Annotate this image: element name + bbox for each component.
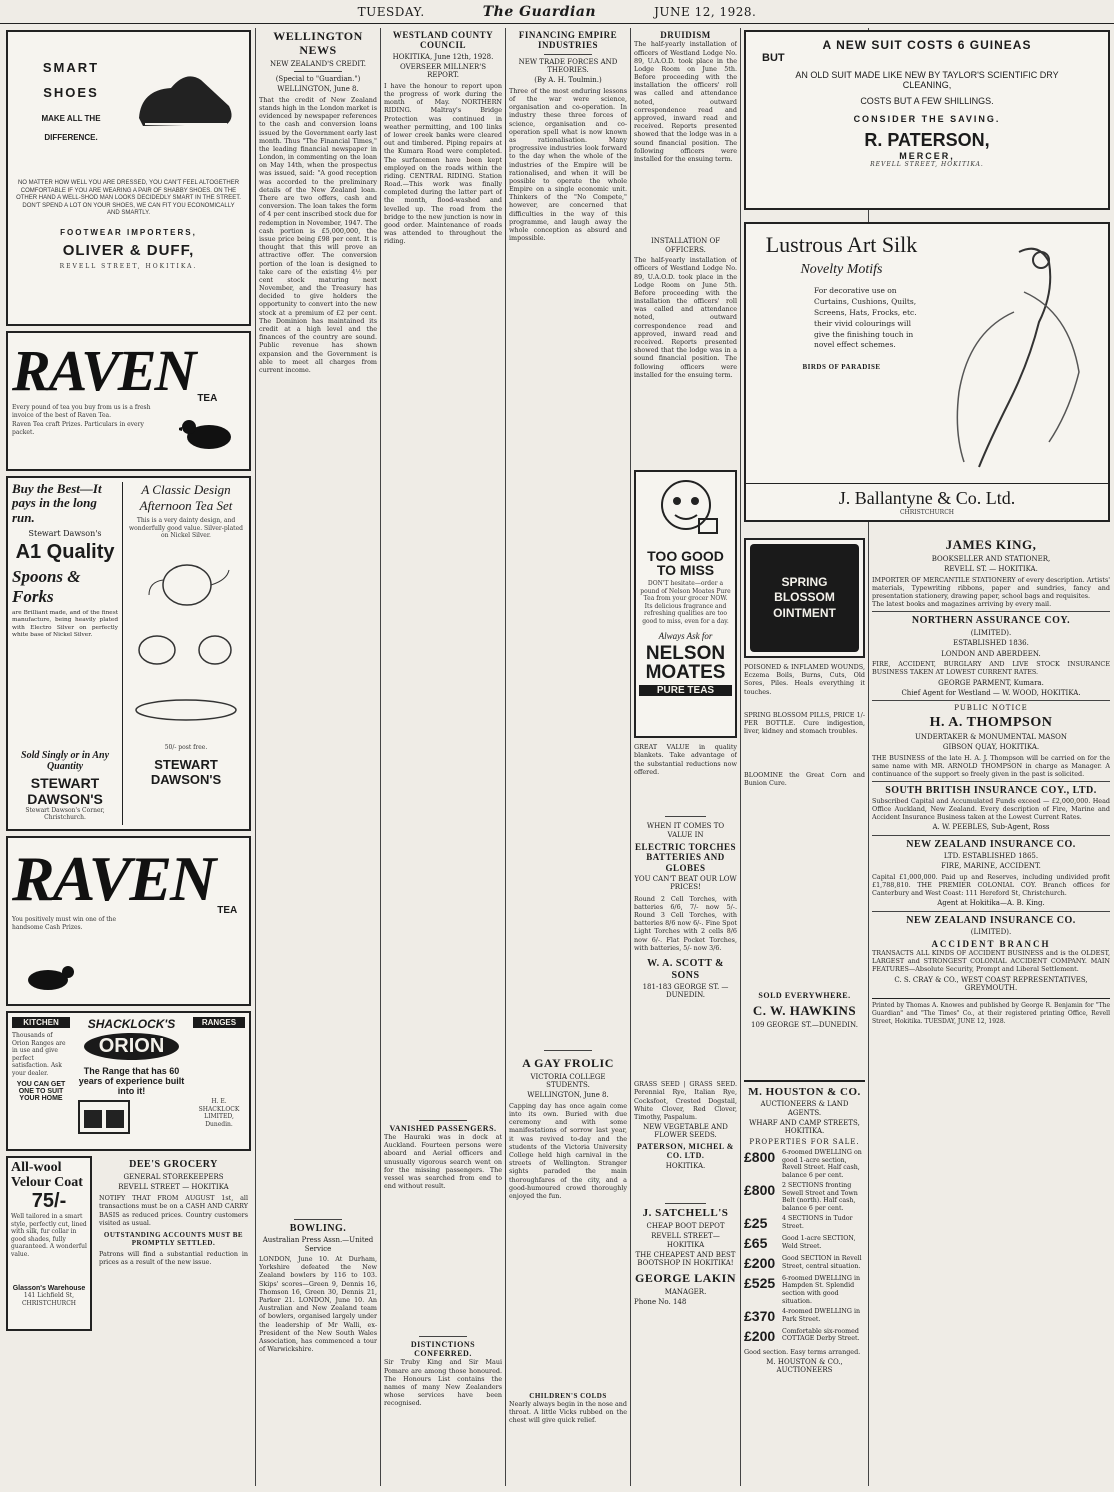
property-price: £525 — [744, 1274, 776, 1291]
ad-location: HOKITIKA. — [665, 1162, 706, 1171]
ad-headline: DIFFERENCE. — [44, 133, 98, 142]
article-byline: (By A. H. Toulmin.) — [534, 76, 602, 85]
ad-headline: PUBLIC NOTICE — [954, 704, 1028, 713]
article-subhead: NEW TRADE FORCES AND THEORIES. — [518, 57, 618, 75]
ad-agent: GEORGE PARMENT, Kumara. — [938, 678, 1044, 687]
article-headline: VANISHED PASSENGERS. — [389, 1123, 497, 1133]
ad-body: NOTIFY THAT FROM AUGUST 1st, all transactions must be on a CASH AND CARRY BASIS as reduced prices. Country customers visited as usual. — [99, 1194, 248, 1227]
ad-latest: The latest books and magazines arriving by every mail. — [872, 600, 1052, 609]
nz-insurance-ad — [872, 839, 1110, 908]
article-headline: BOWLING. — [289, 1222, 347, 1234]
ad-agent: Agent at Hokitika—A. B. King. — [937, 899, 1045, 908]
property-price: £370 — [744, 1308, 776, 1325]
ad-headline: JAMES KING, — [945, 538, 1037, 552]
ad-trade: UNDERTAKER & MONUMENTAL MASON — [915, 732, 1067, 741]
column-rule — [255, 28, 256, 1486]
ad-headline: MAKE ALL THE — [41, 114, 101, 123]
range-stove-icon — [74, 1096, 134, 1136]
article-body: The Hauraki was in dock at Auckland. Fourteen persons were aboard and Aerial officers and unusually vigorous search went on for the missing passengers. The vessel was searched from end to end without result. — [384, 1133, 502, 1191]
column-rule — [505, 28, 506, 1486]
ad-body: Every pound of tea you buy from us is a fresh invoice of the best of Raven Tea. — [12, 404, 151, 419]
ad-body: THE CHEAPEST AND BEST BOOTSHOP IN HOKITIKA! — [635, 1250, 736, 1268]
satchell-ad — [634, 1207, 737, 1306]
ad-firm: H. E. SHACKLOCK LIMITED, Dunedin. — [198, 1098, 240, 1128]
ad-always: Always Ask for — [658, 631, 713, 642]
south-british-ad — [872, 785, 1110, 831]
article-headline: DISTINCTIONS CONFERRED. — [410, 1340, 476, 1359]
ad-spoons: Spoons & Forks — [12, 566, 81, 606]
ad-headline: M. HOUSTON & CO. — [748, 1085, 861, 1098]
property-desc: Good 1-acre SECTION, Weld Street. — [782, 1235, 856, 1250]
ad-sub: GENERAL STOREKEEPERS — [123, 1172, 224, 1181]
property-desc: Comfortable six-roomed COTTAGE Derby Street. — [782, 1327, 860, 1343]
westland-council-column — [384, 30, 502, 1485]
raven-brand: RAVEN — [12, 843, 215, 914]
ad-firm: OLIVER & DUFF, — [62, 241, 195, 259]
ad-sub: YOU CAN'T BEAT OUR LOW PRICES! — [634, 874, 737, 892]
property-desc: 4-roomed DWELLING in Park Street. — [782, 1308, 861, 1323]
bottom-left-ads — [6, 1156, 251, 1336]
ad-quality: A1 Quality — [15, 540, 115, 563]
property-item — [744, 1308, 865, 1325]
raven-tea-ad — [6, 331, 251, 471]
ad-headline: TOO GOOD TO MISS — [647, 548, 724, 579]
ad-body: Subscribed Capital and Accumulated Funds exceed — £2,000,000. Head Office Auckland, New Zealand. Every description of Fire, Marine and Accident Insurance Business taken at the Lowest Current Rates. — [872, 796, 1110, 821]
velour-coat-ad — [6, 1156, 92, 1331]
ad-body: TRANSACTS ALL KINDS OF ACCIDENT BUSINESS and is the OLDEST, LARGEST and STRONGEST COLONIAL ACCIDENT COMPANY. MAIN FEATURES—Absolute Security, Prompt and Liberal Settlement. — [872, 949, 1110, 974]
article-headline: FINANCING EMPIRE INDUSTRIES — [518, 30, 618, 51]
ad-body: POISONED & INFLAMED WOUNDS, Eczema Boils, Burns, Cuts, Old Sores, Piles. Heals everything it touches. — [744, 663, 865, 696]
ad-street: REVELL STREET, HOKITIKA. — [59, 262, 198, 270]
ad-body: AN OLD SUIT MADE LIKE NEW BY TAYLOR'S SCIENTIFIC DRY CLEANING, — [795, 70, 1059, 90]
ad-body: GRASS SEED | GRASS SEED. Perennial Rye, Italian Rye, Cocksfoot, Crested Dogstail, White Clover, Red Clover, Timothy, Paspalum. — [634, 1080, 737, 1121]
ad-address: 181-183 GEORGE ST. — DUNEDIN. — [642, 983, 729, 1000]
ad-sub: NEW VEGETABLE AND FLOWER SEEDS. — [643, 1123, 728, 1140]
ad-price: 75/- — [31, 1190, 67, 1213]
ad-address: 109 GEORGE ST.—DUNEDIN. — [751, 1021, 858, 1030]
grass-seed-ad — [634, 1080, 737, 1200]
kitchen-label: KITCHEN — [12, 1017, 70, 1028]
ad-headline: ELECTRIC TORCHES BATTERIES AND GLOBES — [635, 841, 736, 873]
ad-name: H. A. THOMPSON — [929, 714, 1053, 730]
ad-bloomine: BLOOMINE the Great Corn and Bunion Cure. — [744, 771, 865, 788]
tea-set-image — [127, 540, 245, 740]
ad-headline: J. SATCHELL'S — [642, 1207, 729, 1220]
ad-costs: COSTS BUT A FEW SHILLINGS. — [860, 96, 994, 106]
ad-headline: All-wool Velour Coat — [11, 1160, 83, 1190]
property-item — [744, 1255, 865, 1272]
druidism-column — [634, 30, 737, 1485]
ad-but: BUT — [762, 52, 785, 64]
smart-shoes-ad — [6, 30, 251, 326]
article-body: Three of the most enduring lessons of the war were science, organisation and co-operation. In industry these three forces of science, organisation and co-operation spell what is now known as rationalisation. Many progressive industries look forward to the day when the whole of the industries of the Empire will be rationalised, and when it will be possible to operate the whole Empire on a single economic unit. Thinkers of the "No Compete," however, are concerned that difficulties in the way of this programme, and laugh away the whole conception as absurd and impossible. — [509, 86, 627, 243]
thompson-notice — [872, 704, 1110, 778]
ad-street: REVELL STREET—HOKITIKA — [651, 1232, 720, 1249]
article-headline: A GAY FROLIC — [522, 1055, 614, 1070]
ad-firm: Glasson's Warehouse — [12, 1285, 86, 1293]
ad-headline: A Classic Design Afternoon Tea Set — [139, 482, 233, 513]
ad-chief: Chief Agent for Westland — W. WOOD, HOKITIKA. — [901, 688, 1081, 697]
article-dateline: WELLINGTON, June 8. — [277, 85, 359, 94]
ad-address: REVELL STREET, HOKITIKA. — [870, 161, 984, 168]
property-price: £800 — [744, 1182, 776, 1199]
ad-ltd: (LIMITED). — [970, 928, 1012, 937]
column-rule — [740, 28, 741, 1486]
ad-headline: NEW ZEALAND INSURANCE CO. — [906, 838, 1076, 850]
article-subhead: OVERSEER MILLNER'S REPORT. — [399, 63, 487, 80]
art-silk-ad — [744, 222, 1110, 532]
nelson-moates-ad — [634, 470, 737, 738]
ad-headline: DEE'S GROCERY — [129, 1159, 218, 1170]
bird-of-paradise-image — [929, 232, 1099, 472]
ad-can: YOU CAN GET ONE TO SUIT YOUR HOME — [16, 1081, 66, 1102]
james-king-ad — [872, 538, 1110, 608]
ad-body: THE BUSINESS of the late H. A. J. Thompson will be carried on for the same name with MR. ARNOLD THOMPSON in charge as Manager. A continuance of the support so freely given in the past is solicited. — [872, 753, 1110, 778]
ad-headline: Buy the Best—It pays in the long run. — [12, 481, 102, 525]
ad-trade: MERCER, — [899, 151, 955, 161]
property-price: £200 — [744, 1327, 776, 1344]
ad-note: Raven Tea craft Prizes. Particulars in every packet. — [12, 421, 144, 436]
ad-location: Stewart Dawson's Corner, Christchurch. — [25, 806, 105, 822]
ad-body: The Range that has 60 years of experience built into it! — [78, 1066, 185, 1096]
raven-bird-icon — [179, 409, 239, 459]
dees-grocery-ad — [96, 1156, 251, 1336]
article-body: The half-yearly installation of officers of Westland Lodge No. 89, U.A.O.D. took place in the Lodge Room on June 5th. Before proceeding with the installation the officers' roll was called and attendance noted, outward correspondence read and approved, inward read and received. Reports presented showed that the lodge was in a sound financial position. The following officers were installed for the ensuing term. — [634, 256, 737, 379]
printer-imprint: Printed by Thomas A. Knowes and published by George R. Benjamin for "The Guardian" and "The Times" Co., at their registered printing Office, Revell Street, Hokitika. TUESDAY, JUNE 12, 1928. — [872, 998, 1110, 1025]
ad-headline: SHOES — [43, 85, 99, 100]
column-rule — [380, 28, 381, 1486]
tea-drinker-icon — [639, 475, 734, 545]
stewart-dawson-ad — [6, 476, 251, 831]
houston-ad — [744, 1080, 865, 1375]
property-price: £200 — [744, 1255, 776, 1272]
ad-wharf: WHARF AND CAMP STREETS, HOKITIKA. — [749, 1118, 860, 1136]
property-desc: 6-roomed DWELLING on good 1-acre section, Revell Street. Half cash, balance 6 per cent. — [782, 1149, 862, 1179]
ad-firm: C. S. CRAY & CO., WEST COAST REPRESENTATIVES, GREYMOUTH. — [894, 975, 1088, 992]
ad-body: Well tailored in a smart style, perfectly cut, lined with silk, fur collar in good shades, fully guaranteed. A wonderful value. — [11, 1213, 87, 1258]
ad-est: ESTABLISHED 1836. — [953, 639, 1029, 648]
property-item — [744, 1149, 865, 1179]
spring-blossom-column — [744, 538, 865, 1478]
ad-firm: STEWART DAWSON'S — [27, 774, 103, 807]
column-rule — [630, 28, 631, 1486]
property-item — [744, 1235, 865, 1252]
ad-name: Stewart Dawson's — [28, 528, 102, 538]
finance-column — [509, 30, 627, 1485]
ad-headline: Lustrous Art Silk — [765, 232, 918, 257]
ad-footwear: FOOTWEAR IMPORTERS, — [60, 227, 197, 237]
ad-agent: A. W. PEEBLES, Sub-Agent, Ross — [932, 823, 1050, 832]
ad-headline: NORTHERN ASSURANCE COY. — [911, 615, 1071, 627]
raven-sub: TEA — [217, 905, 238, 916]
property-desc: 6-roomed DWELLING in Hampden St. Splendid section with good situation. — [782, 1274, 861, 1305]
ad-foot: Good section. Easy terms arranged. — [744, 1347, 861, 1356]
ad-pure: PURE TEAS — [639, 685, 732, 696]
property-item — [744, 1328, 865, 1345]
ad-body: are Brilliant made, and of the finest manufacture, being heavily plated with Electro Silver on perfectly white base of Nickel Silver. — [12, 609, 119, 639]
ad-maker: SHACKLOCK'S — [87, 1017, 176, 1031]
ad-body: FIRE, ACCIDENT, BURGLARY AND LIVE STOCK INSURANCE BUSINESS TAKEN AT LOWEST CURRENT RATES. — [872, 660, 1110, 677]
masthead — [0, 0, 1114, 24]
ad-body: Capital £1,000,000. Paid up and Reserves, including undivided profit £1,788,810. THE PREMIER COLONIAL COY. Branch offices for Canterbury and West Coast: 111 Hereford St, Christchurch. — [872, 872, 1110, 898]
property-price: £25 — [744, 1215, 768, 1232]
property-price: £65 — [744, 1235, 768, 1252]
ad-est: LTD. ESTABLISHED 1865. — [943, 852, 1039, 861]
property-desc: Good SECTION in Revell Street, central situation. — [782, 1255, 862, 1270]
raven-brand: RAVEN — [12, 338, 195, 403]
article-headline: WESTLAND COUNTY COUNCIL — [392, 30, 494, 51]
article-subhead: NEW ZEALAND'S CREDIT. — [269, 59, 367, 68]
article-body: That the credit of New Zealand stands high in the London market is evidenced by newspaper references to the cash and conversion loans issued by the Government early last month. Thus "The Financial Times," the leading financial newspaper in London, in commenting on the loan on May 14th, when the prospectus was issued, said: "A good reception was accorded to the preliminary details of the New Zealand loan. There are two offers, cash and conversion. The loan takes the form of 4 per cent inscribed stock due for redemption in November, 1947. The cash portion is £5,000,000, the issue price being £98 per cent. It is thought that this will prove an attractive offer. The conversion portion of the loan is designed to take care of the existing 4½ per cent stock maturing next November, and the Treasury has decided to give holders the opportunity to convert into the new stock at a premium of £2 per cent. The Dominion has maintained its credit at a high level and the finances of the country are sound. Public revenue has shown expansion and the Government is able to meet all charges from current income. — [259, 95, 377, 374]
ad-firm: M. HOUSTON & CO., AUCTIONEERS — [766, 1357, 843, 1375]
ad-sold: SOLD EVERYWHERE. — [758, 991, 851, 1000]
shoe-icon — [131, 40, 241, 150]
ad-body: DON'T hesitate—order a pound of Nelson Moates Pure Tea from your grocer NOW. Its delicious fragrance and refreshing qualities are too good to miss, even for a day. — [640, 580, 731, 625]
article-body: Nearly always begin in the nose and throat. A little Vicks rubbed on the chest will give quick relief. — [509, 1399, 627, 1425]
article-press: Australian Press Assn.—United Service — [262, 1236, 374, 1253]
right-notices-column — [872, 538, 1110, 1488]
article-body: The half-yearly installation of officers of Westland Lodge No. 89, U.A.O.D. took place in the Lodge Room on June 5th. Before proceeding with the installation the officers' roll was called and attendance noted, outward correspondence read and approved, inward read and received. Reports presented showed that the lodge was in a sound financial position. The following officers were installed for the ensuing term. — [634, 40, 737, 163]
ad-body: NO MATTER HOW WELL YOU ARE DRESSED, YOU CAN'T FEEL ALTOGETHER COMFORTABLE IF YOU ARE WEARING A PAIR OF SHABBY SHOES. ON THE OTHER HAND A WELL-SHOD MAN LOOKS DECIDEDLY SMART IN THE STREET. DON'T SPEND A LOT ON YOUR SHOES, WE CAN FIT YOU ECONOMICALLY AND SMARTLY. — [16, 180, 241, 216]
ad-consider: CONSIDER THE SAVING. — [853, 114, 1001, 124]
article-body: Capping day has once again come into its own. Buried with due ceremony and with some manifestations of sorrow last year, it was revived to-day and the students of the Victoria University College held high carnival in the streets of Wellington. Stranger sights paraded the main thoroughfares of the city, and a good-humoured crowd thoroughly enjoyed the fun. — [509, 1101, 627, 1200]
property-item — [744, 1182, 865, 1212]
ad-headline: A NEW SUIT COSTS 6 GUINEAS — [822, 38, 1032, 52]
blankets-notice: GREAT VALUE in quality blankets. Take advantage of the substantial reductions now offered. — [634, 743, 737, 776]
ad-body: This is a very dainty design, and wonderfully good value. Silver-plated on Nickel Silver. — [129, 517, 243, 540]
raven-tea-ad-2 — [6, 836, 251, 1006]
ad-body: Patrons will find a substantial reduction in prices as a result of the new issue. — [99, 1250, 248, 1267]
orion-range-ad — [6, 1011, 251, 1151]
article-subhead: INSTALLATION OF OFFICERS. — [650, 237, 721, 254]
article-dateline: HOKITIKA, June 12th, 1928. — [392, 52, 494, 61]
ad-firm: W. A. SCOTT & SONS — [647, 958, 724, 981]
article-headline: CHILDREN'S COLDS — [529, 1391, 607, 1400]
ad-body: You positively must win one of the handsome Cash Prizes. — [12, 916, 117, 931]
ad-sub: CHEAP BOOT DEPOT — [646, 1221, 725, 1230]
ad-firm: PATERSON, MICHEL & CO. LTD. — [637, 1141, 734, 1161]
masthead-day: TUESDAY. — [357, 4, 425, 19]
ad-sold: Sold Singly or in Any Quantity — [21, 749, 110, 772]
article-headline: DRUIDISM — [660, 30, 711, 40]
ad-location: LONDON AND ABERDEEN. — [941, 649, 1041, 658]
wellington-news-column — [259, 30, 377, 1485]
nz-insurance-accident-ad — [872, 915, 1110, 993]
property-item — [744, 1275, 865, 1305]
masthead-paper-name: The Guardian — [482, 3, 597, 20]
ad-branch: ACCIDENT BRANCH — [931, 938, 1051, 949]
ad-role: MANAGER. — [664, 1287, 707, 1296]
ad-birds: BIRDS OF PARADISE — [802, 363, 881, 372]
ad-headline: WHEN IT COMES TO VALUE IN — [646, 822, 725, 839]
ad-location: CHRISTCHURCH — [899, 508, 955, 516]
property-desc: 4 SECTIONS in Tudor Street. — [782, 1215, 853, 1231]
property-item — [744, 1215, 865, 1232]
northern-assurance-ad — [872, 615, 1110, 697]
masthead-date: JUNE 12, 1928. — [654, 4, 757, 19]
property-list — [744, 1149, 865, 1345]
property-price: £800 — [744, 1149, 776, 1166]
ad-phone: Phone No. 148 — [634, 1297, 687, 1306]
ad-forsale: PROPERTIES FOR SALE. — [749, 1137, 860, 1146]
ad-street: REVELL ST. — HOKITIKA. — [944, 565, 1038, 574]
article-special: (Special to "Guardian.") — [275, 74, 361, 83]
ad-body: Round 2 Cell Torches, with batteries 6/6, 7/- now 5/-. Round 3 Cell Torches, with batteries 8/6 now 6/-. Fine Spot Light Torches with 2 cells 8/6 now 6/-. Flat Pocket Torches, with batteries, 5/- now 3/6. — [634, 894, 737, 952]
ad-pills: SPRING BLOSSOM PILLS, PRICE 1/- PER BOTTLE. Cure indigestion, liver, kidney and stomach troubles. — [744, 711, 865, 736]
spring-blossom-ad — [744, 538, 865, 658]
ad-side-text: Thousands of Orion Ranges are in use and give perfect satisfaction. Ask your dealer. — [12, 1032, 66, 1077]
ad-headline: NEW ZEALAND INSURANCE CO. — [906, 914, 1076, 926]
ad-sub: BOOKSELLER AND STATIONER, — [931, 554, 1051, 563]
ad-sub: FIRE, MARINE, ACCIDENT. — [941, 862, 1041, 871]
article-headline: WELLINGTON NEWS — [273, 30, 363, 57]
torches-ad — [634, 820, 737, 1080]
raven-bird-icon — [18, 958, 78, 998]
ad-sub: Novelty Motifs — [800, 262, 883, 277]
ad-address: GIBSON QUAY, HOKITIKA. — [942, 743, 1040, 752]
ad-firm: C. W. HAWKINS — [752, 1003, 857, 1019]
article-body: Sir Truby King and Sir Maui Pomare are among those honoured. The Honours List contains the names of many New Zealanders whose services have been recognised. — [384, 1358, 502, 1408]
raven-sub: TEA — [197, 393, 218, 404]
ad-firm: STEWART DAWSON'S — [150, 757, 222, 788]
ranges-label: RANGES — [193, 1017, 245, 1028]
ad-outstanding: OUTSTANDING ACCOUNTS MUST BE PROMPTLY SETTLED. — [103, 1231, 244, 1248]
ad-sub: AUCTIONEERS & LAND AGENTS. — [760, 1100, 849, 1117]
ad-street: REVELL STREET — HOKITIKA — [118, 1182, 229, 1191]
article-body: I have the honour to report upon the progress of work during the month of May. NORTHERN RIDING. Maltray's Bridge Protection was continued in weather permitting, and 100 links of lower creek banks were cleared out and timbered. Piping repairs at the Kumara Road were completed. The surfacemen have been kept employed on the roads within the riding. CENTRAL RIDING. Station Road.—This work was finally completed during the latter part of the month, flood-washed and levelled up. The road from the bridge to the new junction is now in good order. Maintenance of roads was attended to throughout the riding. — [384, 81, 502, 246]
ad-headline: SMART — [42, 60, 100, 75]
ad-brand: SPRING BLOSSOM OINTMENT — [750, 544, 859, 652]
ad-firm: R. PATERSON, — [864, 130, 990, 150]
left-ad-column — [6, 30, 251, 1485]
ad-brand: ORION — [84, 1033, 179, 1060]
paterson-ad — [744, 30, 1110, 220]
ad-price: 50/- post free. — [164, 743, 208, 751]
article-dateline: WELLINGTON, June 8. — [527, 1091, 609, 1100]
ad-body: IMPORTER OF MERCANTILE STATIONERY of every description. Artists' materials, Typewriting ribbons, paper and sundries, fancy and presentation stationery, drawing paper, school bags and requisites. — [872, 575, 1110, 601]
ad-ltd: (LIMITED). — [970, 628, 1012, 637]
ad-location: 141 Lichfield St, CHRISTCHURCH — [21, 1292, 77, 1307]
ad-headline: SOUTH BRITISH INSURANCE COY., LTD. — [885, 785, 1097, 797]
article-body: LONDON, June 10. At Durham, Yorkshire defeated the New Zealand bowlers by 116 to 103. Skips' scores—Green 9, Dennis 16, Thomson 16, Green 30, Dennis 21, Parker 21. LONDON, June 10. An Australian and New Zealand team of bowlers, organised largely under the leadership of Mr Walli, ex-President of the New South Wales Association, has commenced a tour of Warwickshire. — [259, 1255, 377, 1354]
ad-brand: NELSON MOATES — [645, 643, 726, 684]
article-subhead: VICTORIA COLLEGE STUDENTS. — [530, 1072, 606, 1090]
ad-name: GEORGE LAKIN — [634, 1270, 736, 1285]
ad-body: For decorative use on Curtains, Cushions, Quilts, Screens, Hats, Frocks, etc. their vivid colourings will give the finishing touch in novel effect schemes. — [814, 286, 917, 350]
property-desc: 2 SECTIONS fronting Sewell Street and Town Belt (north). Half cash, balance 6 per cent. — [782, 1182, 858, 1212]
ad-firm: J. Ballantyne & Co. Ltd. — [838, 487, 1016, 508]
